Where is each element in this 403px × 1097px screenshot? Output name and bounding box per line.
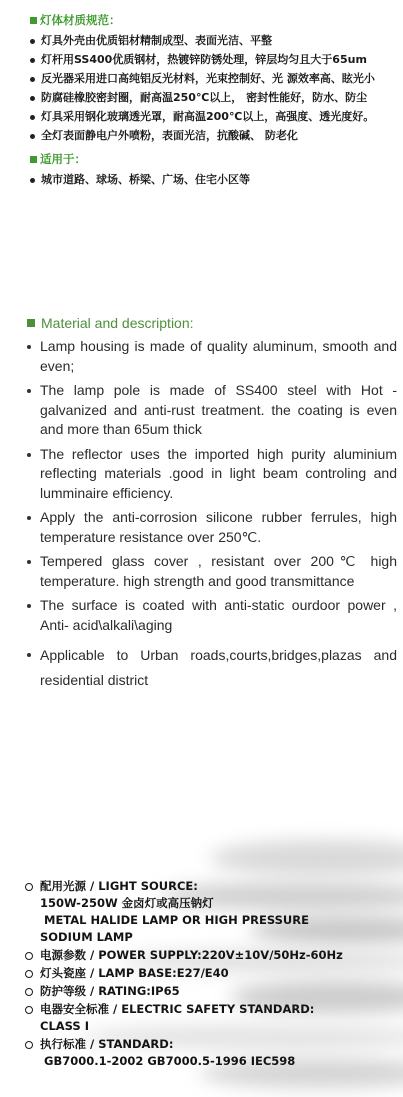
bullet-icon	[27, 389, 31, 393]
spec-detail: METAL HALIDE LAMP OR HIGH PRESSURE	[44, 913, 309, 927]
spec-item	[24, 983, 394, 1000]
bullet-icon	[30, 39, 35, 44]
spec-label: 电源参数 / POWER SUPPLY:220V±10V/50Hz-60Hz	[40, 948, 343, 962]
spec-item	[24, 947, 394, 964]
cn-usage-item-text: 城市道路、球场、桥梁、广场、住宅小区等	[41, 173, 250, 186]
spec-label: 电器安全标准 / ELECTRIC SAFETY STANDARD:	[40, 1002, 315, 1016]
green-square-icon	[30, 17, 37, 24]
bullet-icon	[30, 134, 35, 139]
green-square-icon	[27, 319, 35, 327]
cn-material-heading-row	[30, 12, 395, 28]
spec-item	[24, 1036, 394, 1070]
bullet-icon	[30, 77, 35, 82]
cn-material-item	[30, 108, 395, 126]
cn-material-item	[30, 32, 395, 50]
circle-bullet-icon	[25, 883, 33, 891]
cn-usage-heading-row	[30, 151, 395, 167]
cn-material-item-text: 灯具采用钢化玻璃透光罩，耐高温200℃以上，高强度、透光度好。	[41, 110, 375, 123]
en-material-item-text: Lamp housing is made of quality aluminum, smooth and even;	[40, 338, 397, 374]
cn-material-item	[30, 89, 395, 107]
en-material-item	[27, 337, 397, 376]
en-material-item-text: The reflector uses the imported high purity aluminium reflecting materials .good in light beam controling and lumminaire efficiency.	[40, 445, 397, 501]
en-material-heading-row	[27, 313, 397, 333]
cn-material-item-text: 灯杆用SS400优质钢材，热镀锌防锈处理，锌层均匀且大于65um	[41, 53, 367, 66]
en-material-item	[27, 552, 397, 591]
spec-detail: CLASS Ⅰ	[40, 1019, 89, 1033]
cn-material-item	[30, 51, 395, 69]
en-material-item	[27, 596, 397, 635]
spec-item	[24, 965, 394, 982]
en-usage-text: Applicable to Urban roads,courts,bridges,plazas and residential district	[40, 647, 397, 688]
en-material-item-text: Tempered glass cover , resistant over 200℃ high temperature. high strength and good transmittance	[40, 553, 397, 589]
spec-item	[24, 878, 394, 946]
cn-material-heading: 灯体材质规范：	[40, 13, 121, 27]
spec-item	[24, 1001, 394, 1035]
cn-material-item	[30, 127, 395, 145]
en-material-item-text: The surface is coated with anti-static ourdoor power , Anti- acid\alkali\aging	[40, 597, 397, 633]
en-material-item	[27, 381, 397, 440]
circle-bullet-icon	[25, 1006, 33, 1014]
spec-label: 灯头瓷座 / LAMP BASE:E27/E40	[40, 966, 229, 980]
spec-label: 配用光源 / LIGHT SOURCE:	[40, 879, 198, 893]
cn-usage-item	[30, 171, 395, 189]
bullet-icon	[27, 345, 31, 349]
cn-material-item	[30, 70, 395, 88]
cn-usage-heading: 适用于：	[40, 152, 86, 166]
spec-detail: SODIUM LAMP	[40, 930, 133, 944]
bullet-icon	[27, 604, 31, 608]
spec-detail: GB7000.1-2002 GB7000.5-1996 IEC598	[44, 1054, 296, 1068]
circle-bullet-icon	[25, 988, 33, 996]
bullet-icon	[27, 560, 31, 564]
cn-material-item-text: 防腐硅橡胶密封圈，耐高温250℃以上， 密封性能好，防水、防尘	[41, 91, 368, 104]
spec-label: 防护等级 / RATING:IP65	[40, 984, 180, 998]
green-square-icon	[30, 156, 37, 163]
bullet-icon	[30, 58, 35, 63]
bullet-icon	[27, 516, 31, 520]
blur-streak	[210, 840, 403, 876]
spec-detail: 150W-250W 金卤灯或高压钠灯	[40, 896, 214, 910]
bullet-icon	[27, 653, 31, 657]
en-material-item	[27, 508, 397, 547]
en-usage-item	[27, 643, 397, 693]
spec-label: 执行标准 / STANDARD:	[40, 1037, 174, 1051]
en-material-section	[27, 313, 397, 698]
en-material-item	[27, 445, 397, 504]
en-material-heading: Material and description:	[41, 315, 194, 331]
bullet-icon	[27, 453, 31, 457]
cn-material-item-text: 反光器采用进口高纯铝反光材料，光束控制好、光 源效率高、眩光小	[41, 72, 375, 85]
cn-material-item-text: 灯具外壳由优质铝材精制成型、表面光洁、平整	[41, 34, 272, 47]
en-material-item-text: The lamp pole is made of SS400 steel with Hot -galvanized and anti-rust treatment. the coating is even and more than 65um thick	[40, 382, 397, 437]
circle-bullet-icon	[25, 952, 33, 960]
bullet-icon	[30, 115, 35, 120]
bullet-icon	[30, 96, 35, 101]
light-source-spec-list	[24, 878, 394, 1071]
en-material-item-text: Apply the anti-corrosion silicone rubber ferrules, high temperature resistance over 250℃.	[40, 509, 397, 545]
circle-bullet-icon	[25, 970, 33, 978]
cn-material-item-text: 全灯表面静电户外喷粉，表面光洁，抗酸碱、 防老化	[41, 129, 298, 142]
bullet-icon	[30, 178, 35, 183]
cn-material-section	[30, 12, 395, 190]
circle-bullet-icon	[25, 1041, 33, 1049]
